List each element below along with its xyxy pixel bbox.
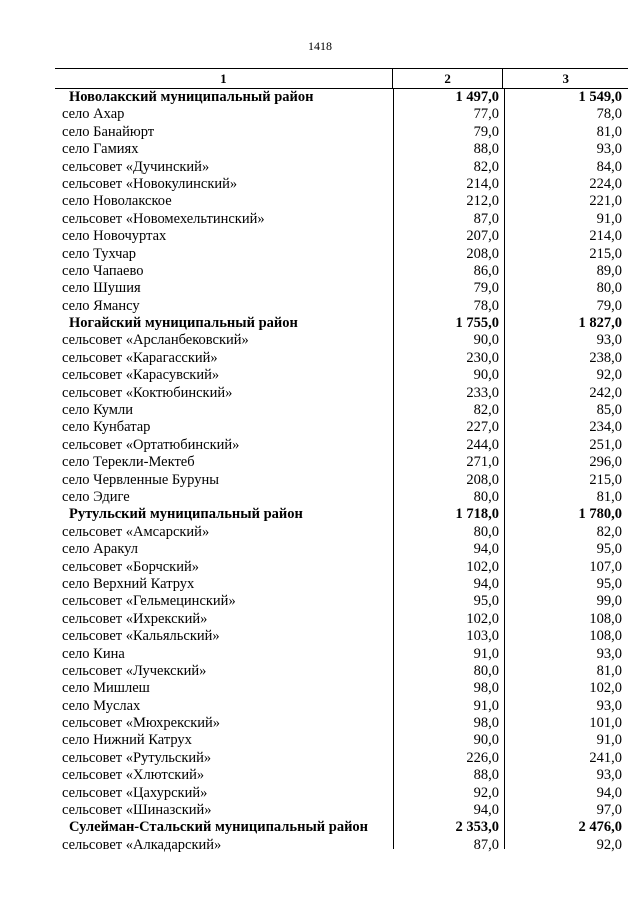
value-column-2: 90,0	[473, 332, 499, 349]
value-column-2: 207,0	[466, 228, 499, 245]
table-row	[55, 402, 628, 419]
table-row	[55, 524, 628, 541]
value-column-2: 227,0	[466, 419, 499, 436]
settlement-name: село Аракул	[62, 541, 139, 558]
value-column-3: 224,0	[589, 175, 622, 192]
table-row	[55, 472, 628, 489]
table-row	[55, 646, 628, 663]
settlement-name: село Чапаево	[62, 262, 144, 279]
column-header-2: 2	[393, 69, 504, 88]
table-row	[55, 489, 628, 506]
value-column-3: 81,0	[596, 488, 622, 505]
value-column-2: 80,0	[473, 523, 499, 540]
value-column-2: 233,0	[466, 384, 499, 401]
value-column-3: 94,0	[596, 784, 622, 801]
value-column-3: 89,0	[596, 262, 622, 279]
district-row	[55, 89, 628, 106]
settlement-name: сельсовет «Мюхрекский»	[62, 715, 221, 732]
table-row	[55, 698, 628, 715]
district-name: Ногайский муниципальный район	[69, 315, 298, 332]
settlement-name: сельсовет «Шиназский»	[62, 802, 212, 819]
table-row	[55, 246, 628, 263]
value-column-3: 108,0	[589, 610, 622, 627]
table-row	[55, 263, 628, 280]
value-column-3: 93,0	[596, 767, 622, 784]
value-column-3: 81,0	[596, 123, 622, 140]
table-row	[55, 715, 628, 732]
settlement-name: сельсовет «Цахурский»	[62, 784, 208, 801]
settlement-name: сельсовет «Борчский»	[62, 558, 199, 575]
value-column-3: 242,0	[589, 384, 622, 401]
district-row	[55, 315, 628, 332]
value-column-2: 94,0	[473, 541, 499, 558]
table-row	[55, 454, 628, 471]
value-column-2: 271,0	[466, 454, 499, 471]
settlement-name: сельсовет «Гельмецинский»	[62, 593, 236, 610]
settlement-name: село Червленные Буруны	[62, 471, 219, 488]
value-column-3: 97,0	[596, 802, 622, 819]
value-column-3: 93,0	[596, 697, 622, 714]
value-column-3: 81,0	[596, 662, 622, 679]
value-column-3: 107,0	[589, 558, 622, 575]
settlement-name: сельсовет «Кальяльский»	[62, 628, 220, 645]
settlement-name: сельсовет «Алкадарский»	[62, 836, 222, 853]
value-column-2: 98,0	[473, 715, 499, 732]
value-column-2: 79,0	[473, 123, 499, 140]
settlement-name: село Ямансу	[62, 297, 140, 314]
value-column-2: 86,0	[473, 262, 499, 279]
table-row	[55, 419, 628, 436]
value-column-2: 1 755,0	[455, 315, 499, 332]
table-body	[55, 89, 628, 853]
table-row	[55, 750, 628, 767]
settlement-name: село Новочуртах	[62, 228, 167, 245]
value-column-2: 103,0	[466, 628, 499, 645]
table-row	[55, 593, 628, 610]
value-column-3: 1 549,0	[578, 89, 622, 105]
page-number: 1418	[308, 39, 332, 53]
table-row	[55, 559, 628, 576]
value-column-3: 2 476,0	[578, 819, 622, 836]
value-column-2: 208,0	[466, 245, 499, 262]
value-column-2: 94,0	[473, 575, 499, 592]
table-header	[55, 68, 628, 89]
value-column-2: 98,0	[473, 680, 499, 697]
value-column-3: 1 827,0	[578, 315, 622, 332]
value-column-3: 85,0	[596, 402, 622, 419]
settlement-name: село Кунбатар	[62, 419, 151, 436]
value-column-2: 80,0	[473, 488, 499, 505]
value-column-3: 82,0	[596, 523, 622, 540]
settlement-name: сельсовет «Лучекский»	[62, 662, 207, 679]
settlement-name: село Эдиге	[62, 488, 130, 505]
table-row	[55, 437, 628, 454]
value-column-2: 102,0	[466, 558, 499, 575]
value-column-3: 92,0	[596, 836, 622, 853]
value-column-2: 2 353,0	[455, 819, 499, 836]
value-column-2: 88,0	[473, 767, 499, 784]
table-row	[55, 837, 628, 854]
table-row	[55, 611, 628, 628]
value-column-3: 91,0	[596, 210, 622, 227]
table-row	[55, 141, 628, 158]
settlement-name: сельсовет «Арсланбековский»	[62, 332, 249, 349]
value-column-3: 108,0	[589, 628, 622, 645]
table-row	[55, 332, 628, 349]
value-column-2: 87,0	[473, 836, 499, 853]
settlement-name: село Мишлеш	[62, 680, 150, 697]
settlement-name: сельсовет «Карагасский»	[62, 349, 218, 366]
value-column-3: 93,0	[596, 645, 622, 662]
settlement-name: сельсовет «Новомехельтинский»	[62, 210, 265, 227]
value-column-2: 90,0	[473, 732, 499, 749]
value-column-2: 79,0	[473, 280, 499, 297]
value-column-3: 214,0	[589, 228, 622, 245]
table-row	[55, 106, 628, 123]
column-header-3: 3	[562, 71, 569, 86]
table-row	[55, 280, 628, 297]
settlement-name: село Кина	[62, 645, 125, 662]
value-column-2: 1 718,0	[455, 506, 499, 523]
value-column-2: 91,0	[473, 697, 499, 714]
settlement-name: село Муслах	[62, 697, 141, 714]
value-column-3: 80,0	[596, 280, 622, 297]
settlement-name: село Терекли-Мектеб	[62, 454, 195, 471]
value-column-2: 91,0	[473, 645, 499, 662]
value-column-2: 90,0	[473, 367, 499, 384]
value-column-3: 78,0	[596, 106, 622, 123]
settlement-name: сельсовет «Хлютский»	[62, 767, 205, 784]
value-column-3: 221,0	[589, 193, 622, 210]
settlement-name: сельсовет «Карасувский»	[62, 367, 220, 384]
table-row	[55, 576, 628, 593]
value-column-2: 226,0	[466, 749, 499, 766]
value-column-3: 102,0	[589, 680, 622, 697]
value-column-2: 80,0	[473, 662, 499, 679]
table-row	[55, 541, 628, 558]
column-header-1: 1	[55, 69, 393, 88]
settlement-name: село Верхний Катрух	[62, 575, 195, 592]
settlement-name: сельсовет «Рутульский»	[62, 749, 212, 766]
table-row	[55, 211, 628, 228]
table-row	[55, 663, 628, 680]
settlement-name: село Ахар	[62, 106, 125, 123]
settlement-name: село Кумли	[62, 402, 133, 419]
value-column-2: 212,0	[466, 193, 499, 210]
value-column-2: 78,0	[473, 297, 499, 314]
value-column-3: 93,0	[596, 332, 622, 349]
value-column-2: 214,0	[466, 175, 499, 192]
value-column-2: 82,0	[473, 158, 499, 175]
table-row	[55, 628, 628, 645]
district-name: Сулейман-Стальский муниципальный район	[69, 819, 369, 836]
table-row	[55, 367, 628, 384]
settlement-name: село Тухчар	[62, 245, 137, 262]
value-column-2: 77,0	[473, 106, 499, 123]
value-column-2: 88,0	[473, 141, 499, 158]
table-row	[55, 767, 628, 784]
settlement-name: село Банайюрт	[62, 123, 155, 140]
settlement-name: сельсовет «Новокулинский»	[62, 175, 238, 192]
table-row	[55, 785, 628, 802]
value-column-2: 208,0	[466, 471, 499, 488]
value-column-2: 95,0	[473, 593, 499, 610]
district-row	[55, 506, 628, 523]
value-column-2: 82,0	[473, 402, 499, 419]
table-row	[55, 228, 628, 245]
value-column-3: 234,0	[589, 419, 622, 436]
value-column-3: 99,0	[596, 593, 622, 610]
value-column-3: 79,0	[596, 297, 622, 314]
value-column-2: 230,0	[466, 349, 499, 366]
settlement-name: село Нижний Катрух	[62, 732, 192, 749]
table-row	[55, 193, 628, 210]
table-row	[55, 680, 628, 697]
value-column-3: 101,0	[589, 715, 622, 732]
value-column-3: 84,0	[596, 158, 622, 175]
value-column-3: 215,0	[589, 471, 622, 488]
value-column-3: 95,0	[596, 575, 622, 592]
table-row	[55, 732, 628, 749]
district-name: Новолакский муниципальный район	[69, 89, 314, 105]
value-column-2: 244,0	[466, 436, 499, 453]
value-column-2: 87,0	[473, 210, 499, 227]
value-column-3: 215,0	[589, 245, 622, 262]
table-row	[55, 124, 628, 141]
value-column-3: 1 780,0	[578, 506, 622, 523]
settlement-name: сельсовет «Ортатюбинский»	[62, 436, 240, 453]
value-column-2: 92,0	[473, 784, 499, 801]
settlement-name: село Гамиях	[62, 141, 139, 158]
district-name: Рутульский муниципальный район	[69, 506, 303, 523]
table-row	[55, 385, 628, 402]
value-column-3: 238,0	[589, 349, 622, 366]
settlement-name: сельсовет «Коктюбинский»	[62, 384, 233, 401]
budget-table	[55, 68, 628, 853]
value-column-3: 91,0	[596, 732, 622, 749]
settlement-name: село Новолакское	[62, 193, 172, 210]
settlement-name: сельсовет «Амсарский»	[62, 523, 210, 540]
value-column-3: 251,0	[589, 436, 622, 453]
value-column-3: 93,0	[596, 141, 622, 158]
value-column-2: 94,0	[473, 802, 499, 819]
value-column-2: 1 497,0	[455, 89, 499, 105]
table-row	[55, 350, 628, 367]
settlement-name: село Шушия	[62, 280, 141, 297]
settlement-name: сельсовет «Ихрекский»	[62, 610, 208, 627]
value-column-2: 102,0	[466, 610, 499, 627]
table-row	[55, 176, 628, 193]
table-row	[55, 298, 628, 315]
table-row	[55, 159, 628, 176]
district-row	[55, 819, 628, 836]
value-column-3: 95,0	[596, 541, 622, 558]
value-column-3: 296,0	[589, 454, 622, 471]
settlement-name: сельсовет «Дучинский»	[62, 158, 210, 175]
value-column-3: 241,0	[589, 749, 622, 766]
value-column-3: 92,0	[596, 367, 622, 384]
table-row	[55, 802, 628, 819]
